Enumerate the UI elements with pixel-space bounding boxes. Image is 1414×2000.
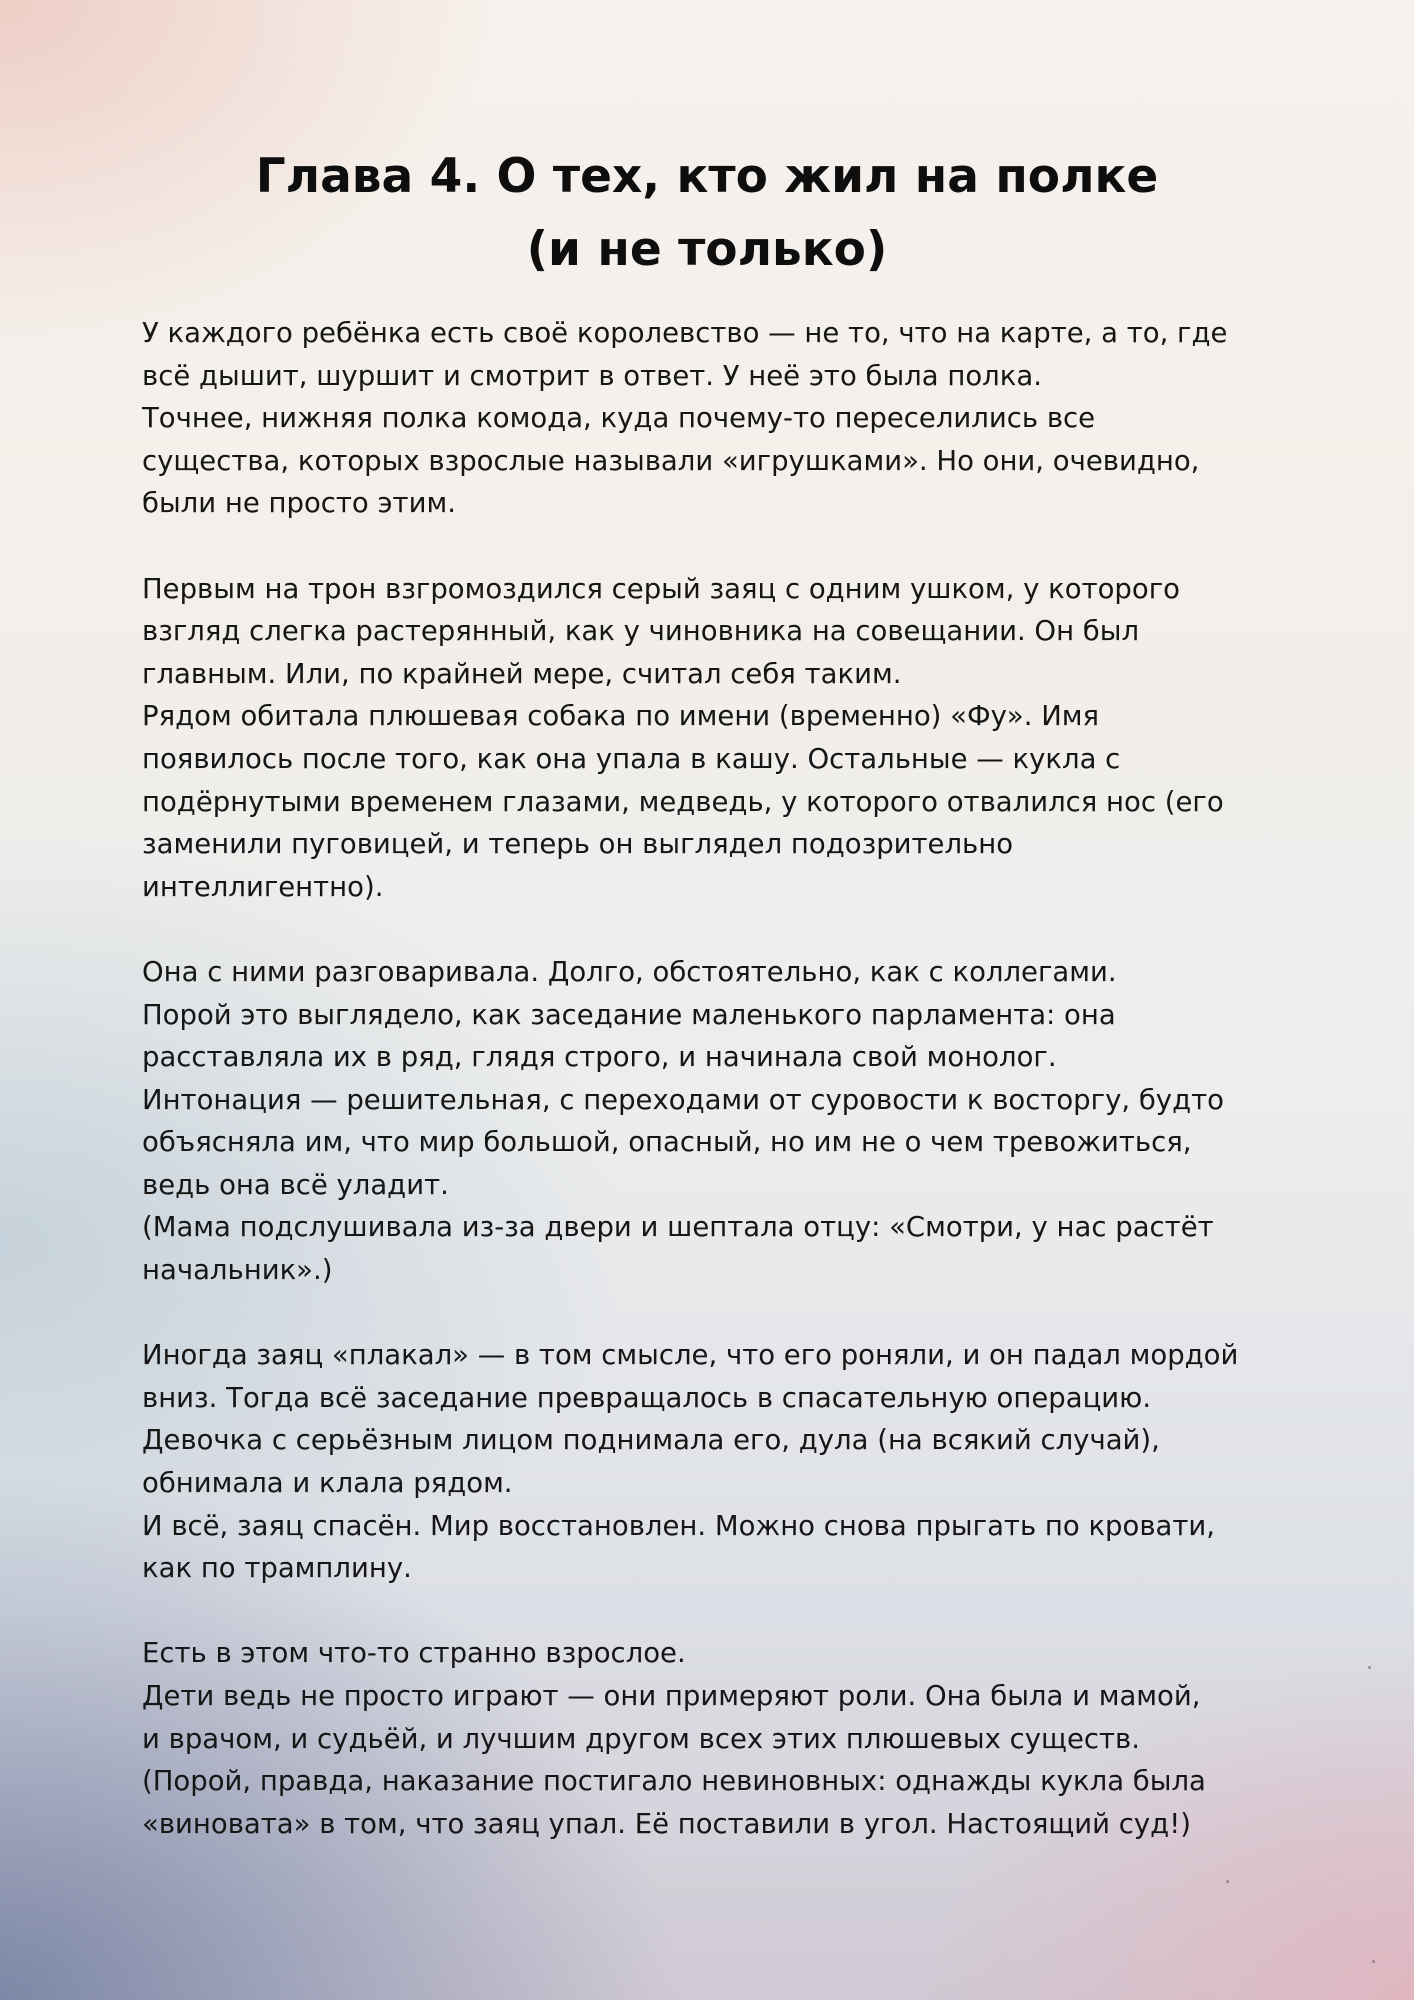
text-line: Девочка с серьёзным лицом поднимала его, дула (на всякий случай), [142,1424,1160,1457]
paper-speck-decoration [1368,1666,1371,1669]
paper-speck-decoration [1372,1960,1375,1963]
text-line: Иногда заяц «плакал» — в том смысле, что его роняли, и он падал мордой [142,1339,1239,1372]
text-line: Есть в этом что-то странно взрослое. [142,1637,686,1670]
text-line: ведь она всё уладит. [142,1168,449,1201]
text-line: начальник».) [142,1254,333,1287]
text-line: вниз. Тогда всё заседание превращалось в спасательную операцию. [142,1381,1152,1414]
text-line: «виновата» в том, что заяц упал. Её поставили в угол. Настоящий суд!) [142,1807,1191,1840]
text-line: Интонация — решительная, с переходами от суровости к восторгу, будто [142,1083,1224,1116]
chapter-title [0,140,1414,286]
text-line: И всё, заяц спасён. Мир восстановлен. Можно снова прыгать по кровати, [142,1509,1216,1542]
paragraph-2 [142,568,1292,909]
paragraph-4 [142,1334,1292,1590]
text-line: и врачом, и судьёй, и лучшим другом всех этих плюшевых существ. [142,1722,1140,1755]
text-line: главным. Или, по крайней мере, считал себя таким. [142,657,902,690]
paragraph-5 [142,1632,1292,1845]
paragraph-gap [142,1292,1292,1335]
text-line: Дети ведь не просто играют — они примеряют роли. Она была и мамой, [142,1680,1201,1712]
text-line: У каждого ребёнка есть своё королевство — не то, что на карте, а то, где [142,317,1228,349]
text-line: Порой это выглядело, как заседание маленького парламента: она [142,998,1116,1031]
paragraph-gap [142,908,1292,951]
text-line: подёрнутыми временем глазами, медведь, у которого отвалился нос (его [142,785,1224,818]
text-line: (Мама подслушивала из-за двери и шептала отцу: «Смотри, у нас растёт [142,1211,1214,1244]
text-line: обнимала и клала рядом. [142,1467,513,1500]
paragraph-1 [142,312,1292,525]
text-line: объясняла им, что мир большой, опасный, но им не о чем тревожиться, [142,1126,1192,1159]
text-line: Рядом обитала плюшевая собака по имени (временно) «Фу». Имя [142,700,1100,733]
chapter-title-line-2: (и не только) [526,222,888,277]
text-line: заменили пуговицей, и теперь он выглядел подозрительно [142,828,1014,861]
text-line: были не просто этим. [142,487,456,520]
text-line: интеллигентно). [142,870,384,903]
chapter-body [142,312,1292,1845]
text-line: расставляла их в ряд, глядя строго, и начинала свой монолог. [142,1041,1057,1074]
paragraph-3 [142,951,1292,1292]
paper-speck-decoration [1226,1880,1229,1883]
text-line: взгляд слегка растерянный, как у чиновника на совещании. Он был [142,615,1140,648]
text-line: Точнее, нижняя полка комода, куда почему-то переселились все [142,402,1096,435]
chapter-title-line-1: Глава 4. О тех, кто жил на полке [255,149,1159,204]
text-line: Первым на трон взгромоздился серый заяц с одним ушком, у которого [142,572,1180,605]
text-line: как по трамплину. [142,1552,412,1585]
text-line: (Порой, правда, наказание постигало невиновных: однажды кукла была [142,1765,1206,1798]
text-line: существа, которых взрослые называли «игрушками». Но они, очевидно, [142,444,1200,477]
paragraph-gap [142,525,1292,568]
paragraph-gap [142,1590,1292,1633]
text-line: Она с ними разговаривала. Долго, обстоятельно, как с коллегами. [142,955,1117,988]
text-line: появилось после того, как она упала в кашу. Остальные — кукла с [142,742,1121,775]
text-line: всё дышит, шуршит и смотрит в ответ. У неё это была полка. [142,359,1042,392]
